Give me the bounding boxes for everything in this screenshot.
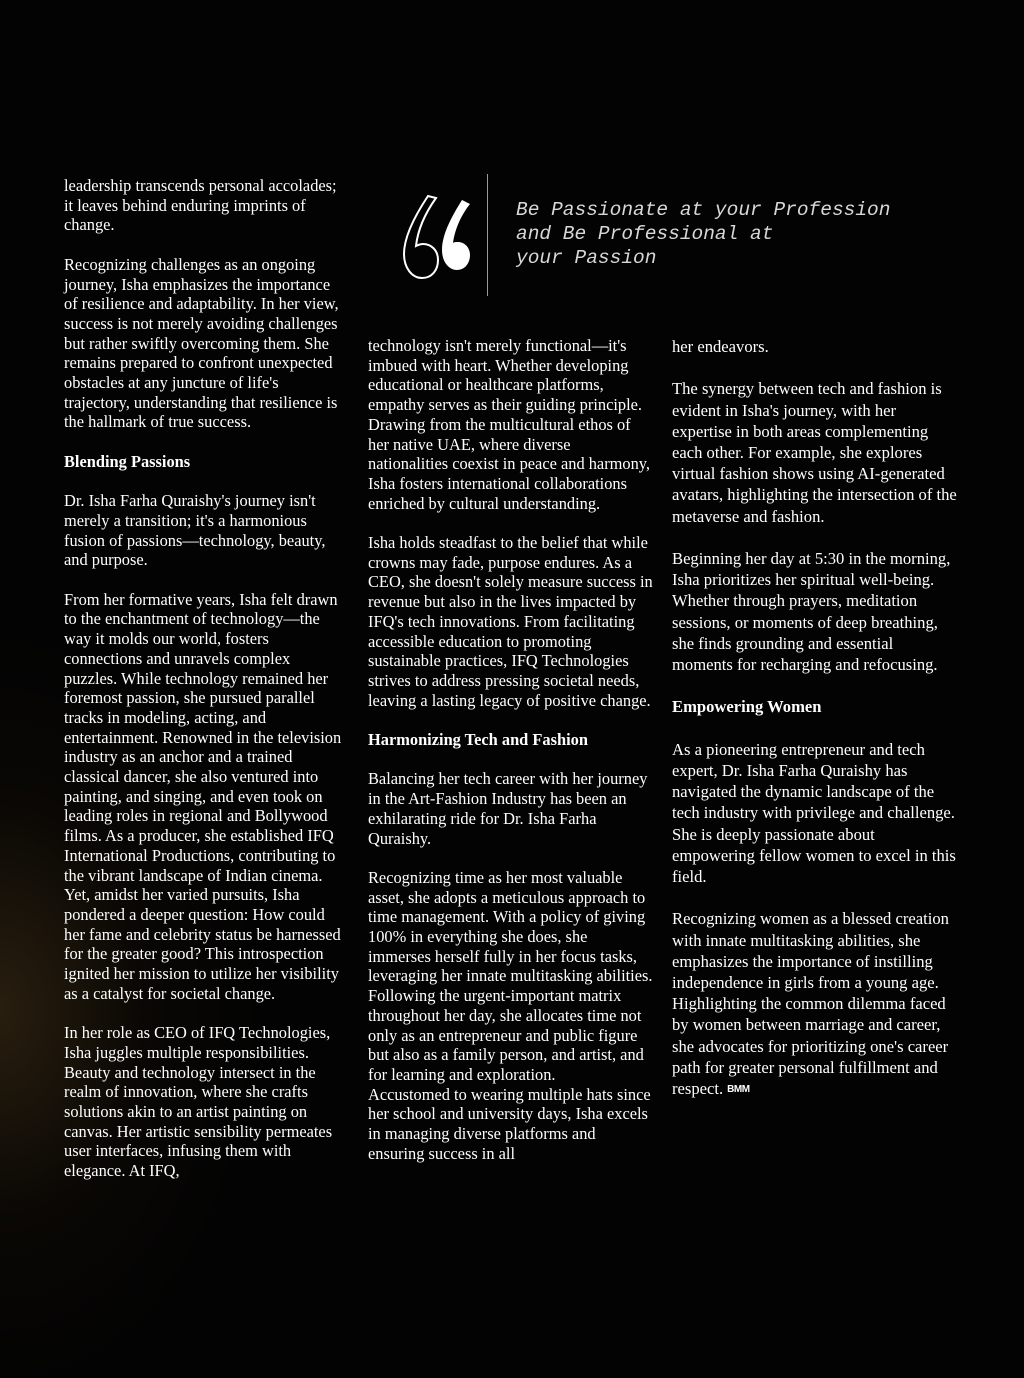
paragraph: her endeavors. bbox=[672, 337, 769, 356]
paragraph: The synergy between tech and fashion is evident in Isha's journey, with her expertise in both areas complementing each other. For example, she explores virtual fashion shows using AI-generated avatars, highlighting the intersection of the metaverse and fashion. bbox=[672, 379, 957, 526]
quote-divider bbox=[487, 174, 488, 296]
article-column-3 bbox=[672, 336, 957, 1121]
quote-mark-icon bbox=[398, 192, 478, 284]
paragraph: Balancing her tech career with her journey in the Art-Fashion Industry has been an exhilarating ride for Dr. Isha Farha Quraishy. bbox=[368, 769, 648, 848]
paragraph: Recognizing challenges as an ongoing journey, Isha emphasizes the importance of resilience and adaptability. In her view, success is not merely avoiding challenges but rather swiftly overcoming them. She remains prepared to confront unexpected obstacles at any juncture of life's trajectory, understanding that resilience is the hallmark of true success. bbox=[64, 254, 339, 432]
pull-quote: Be Passionate at your Profession and Be Professional at your Passion bbox=[516, 199, 891, 269]
end-mark-logo: BMM bbox=[727, 1084, 750, 1096]
paragraph: From her formative years, Isha felt drawn to the enchantment of technology—the way it molds our world, fosters connections and unravels complex puzzles. While technology remained her foremost passion, she pursued parallel tracks in modeling, acting, and entertainment. Renowned in the television industry as an anchor and a trained classical dancer, she also ventured into painting, and singing, and even took on leading roles in regional and Bollywood films. As a producer, she established IFQ International Productions, contributing to the vibrant landscape of Indian cinema. Yet, amidst her varied pursuits, Isha pondered a deeper question: How could her fame and celebrity status be harnessed for the greater good? This introspection ignited her mission to utilize her visibility as a catalyst for societal change. bbox=[64, 589, 342, 1003]
paragraph-final bbox=[672, 908, 957, 1100]
section-heading-blending-passions: Blending Passions bbox=[64, 451, 191, 471]
article-column-2 bbox=[368, 336, 653, 1183]
paragraph-text: Recognizing women as a blessed creation with innate multitasking abilities, she emphasizes the importance of instilling independence in girls from a young age. Highlighting the common dilemma faced by women between marriage and career, she advocates for prioritizing one's career path for greater personal fulfillment and respect. bbox=[672, 909, 949, 1099]
paragraph: Dr. Isha Farha Quraishy's journey isn't merely a transition; it's a harmonious fusion of passions—technology, beauty, and purpose. bbox=[64, 491, 326, 570]
paragraph: In her role as CEO of IFQ Technologies, Isha juggles multiple responsibilities. Beauty and technology intersect in the realm of innovation, where she crafts solutions akin to an artist painting on canvas. Her artistic sensibility permeates user interfaces, infusing them with elegance. At IFQ, bbox=[64, 1023, 333, 1181]
paragraph: Isha holds steadfast to the belief that while crowns may fade, purpose endures. As a CEO, she doesn't solely measure success in revenue but also in the lives impacted by IFQ's tech innovations. From facilitating accessible education to promoting sustainable practices, IFQ Technologies strives to address pressing societal needs, leaving a lasting legacy of positive change. bbox=[368, 533, 653, 710]
paragraph: Recognizing time as her most valuable asset, she adopts a meticulous approach to time management. With a policy of giving 100% in everything she does, she immerses herself fully in her focus tasks, leveraging her innate multitasking abilities. Following the urgent-important matrix throughout her day, she allocates time not only as an entrepreneur and public figure but also as a family person, and artist, and for learning and exploration. bbox=[368, 867, 653, 1084]
paragraph: As a pioneering entrepreneur and tech expert, Dr. Isha Farha Quraishy has navigated the dynamic landscape of the tech industry with privilege and challenge. She is deeply passionate about empowering fellow women to excel in this field. bbox=[672, 739, 956, 887]
paragraph: Beginning her day at 5:30 in the morning, Isha prioritizes her spiritual well-being. Whether through prayers, meditation sessions, or moments of deep breathing, she finds grounding and essential moments for recharging and refocusing. bbox=[672, 549, 951, 675]
section-heading-empowering-women: Empowering Women bbox=[672, 697, 822, 717]
section-heading-harmonizing-tech-fashion: Harmonizing Tech and Fashion bbox=[368, 730, 588, 750]
paragraph: technology isn't merely functional—it's imbued with heart. Whether developing educational or healthcare platforms, empathy serves as their guiding principle. Drawing from the multicultural ethos of her native UAE, where diverse nationalities coexist in peace and harmony, Isha fosters international collaborations enriched by cultural understanding. bbox=[368, 336, 651, 513]
paragraph: Accustomed to wearing multiple hats since her school and university days, Isha excels in managing diverse platforms and ensuring success in all bbox=[368, 1084, 651, 1163]
article-column-1 bbox=[64, 176, 346, 1200]
paragraph: leadership transcends personal accolades; it leaves behind enduring imprints of change. bbox=[64, 176, 337, 235]
